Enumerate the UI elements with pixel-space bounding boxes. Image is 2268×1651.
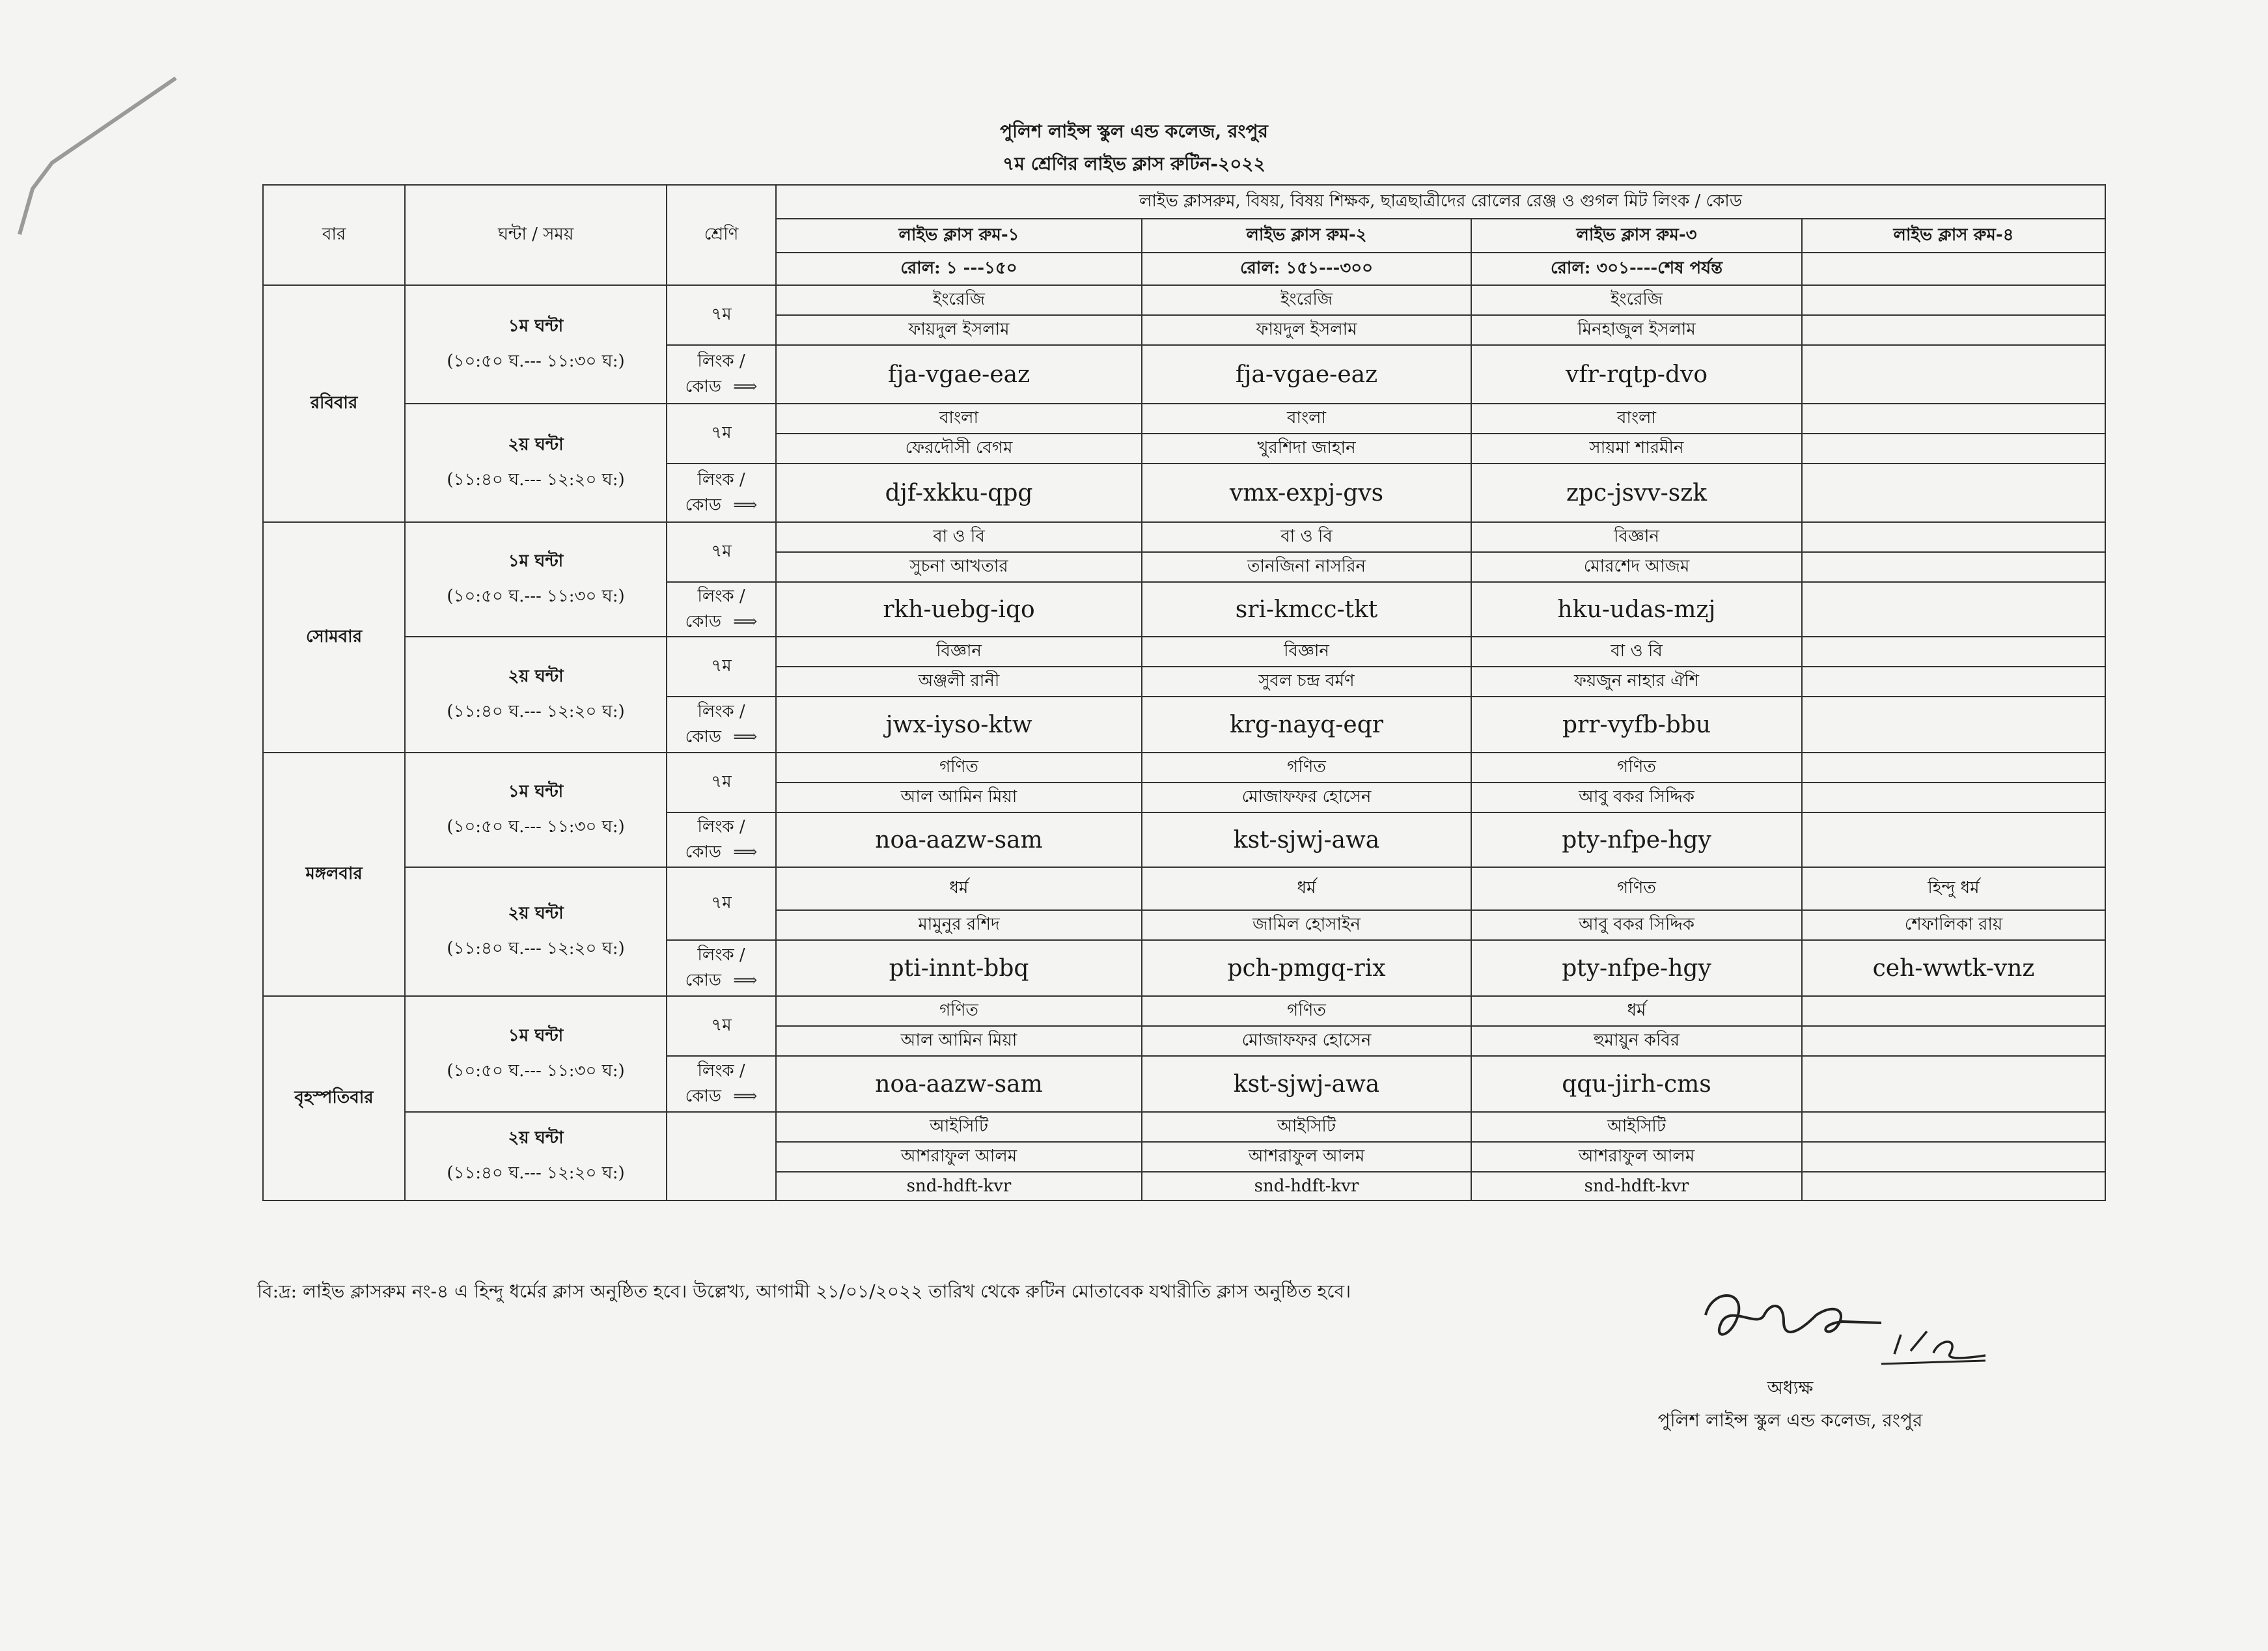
period-time: (১০:৫০ ঘ.--- ১১:৩০ ঘ:) <box>447 352 625 371</box>
period-time: (১০:৫০ ঘ.--- ১১:৩০ ঘ:) <box>447 587 625 606</box>
link-label-line2: কোড <box>685 842 722 862</box>
link-label-line1: লিংক / <box>697 1061 745 1081</box>
handwritten-signature <box>1686 1276 1992 1374</box>
meet-code-cell: jwx-iyso-ktw <box>776 697 1142 753</box>
subject-cell <box>1802 404 2105 434</box>
teacher-cell <box>1802 783 2105 812</box>
roll-range: রোল: ৩০১----শেষ পর্যন্ত <box>1471 253 1802 285</box>
room-header: লাইভ ক্লাস রুম-১ <box>776 219 1142 253</box>
teacher-cell: মিনহাজুল ইসলাম <box>1471 315 1802 345</box>
teacher-cell <box>1802 434 2105 464</box>
subject-cell: বা ও বি <box>776 522 1142 552</box>
subject-cell: ধর্ম <box>1471 996 1802 1026</box>
meet-code-cell: kst-sjwj-awa <box>1142 812 1471 867</box>
link-label-line2: কোড <box>685 727 722 747</box>
teacher-cell: শেফালিকা রায় <box>1802 910 2105 940</box>
meet-code-cell: pch-pmgq-rix <box>1142 940 1471 996</box>
subject-cell <box>1802 753 2105 783</box>
meet-code-cell: vmx-expj-gvs <box>1142 464 1471 522</box>
meet-code-cell: krg-nayq-eqr <box>1142 697 1471 753</box>
period-label: ১ম ঘন্টা <box>508 316 564 336</box>
subject-cell: গণিত <box>1142 753 1471 783</box>
period-label: ১ম ঘন্টা <box>508 551 564 571</box>
teacher-cell: আশরাফুল আলম <box>1471 1142 1802 1172</box>
day-name: বৃহস্পতিবার <box>263 996 405 1200</box>
link-label-line1: লিংক / <box>697 352 745 371</box>
class-cell: ৭ম <box>667 996 776 1056</box>
arrow-icon: ⟹ <box>733 727 758 747</box>
period-label: ১ম ঘন্টা <box>508 782 564 801</box>
subject-cell: বা ও বি <box>1142 522 1471 552</box>
subject-cell <box>1802 637 2105 667</box>
period-time: (১১:৪০ ঘ.--- ১২:২০ ঘ:) <box>447 470 625 490</box>
period-time: (১১:৪০ ঘ.--- ১২:২০ ঘ:) <box>447 1163 625 1183</box>
subject-cell: গণিত <box>776 996 1142 1026</box>
room-header: লাইভ ক্লাস রুম-৪ <box>1802 219 2105 253</box>
meet-code-cell <box>1802 582 2105 637</box>
signatory-school: পুলিশ লাইন্স স্কুল এন্ড কলেজ, রংপুর <box>1657 1409 1923 1431</box>
arrow-icon: ⟹ <box>733 842 758 862</box>
teacher-cell: মামুনুর রশিদ <box>776 910 1142 940</box>
class-cell: ৭ম <box>667 285 776 345</box>
signatory-title: অধ্যক্ষ <box>1767 1377 1814 1398</box>
footnote: বি:দ্র: লাইভ ক্লাসরুম নং-৪ এ হিন্দু ধর্মের ক্লাস অনুষ্ঠিত হবে। উল্লেখ্য, আগামী ২১/০১/২০২২ তারিখ থেকে রুটিন মোতাবেক যথারীতি ক্লাস অনুষ্ঠিত হবে। <box>257 1281 1351 1302</box>
link-label-line1: লিংক / <box>697 470 745 490</box>
day-name: রবিবার <box>263 285 405 522</box>
subject-cell: আইসিটি <box>776 1112 1142 1142</box>
meet-code-cell <box>1802 1172 2105 1200</box>
subject-cell: বিজ্ঞান <box>1142 637 1471 667</box>
period-cell <box>405 522 667 637</box>
period-cell <box>405 867 667 996</box>
period-label: ২য় ঘন্টা <box>508 667 564 686</box>
subject-cell: ইংরেজি <box>1471 285 1802 315</box>
subject-cell: বিজ্ঞান <box>1471 522 1802 552</box>
signature-block <box>1588 1276 1992 1439</box>
meet-code-cell <box>1802 1056 2105 1112</box>
link-label-line2: কোড <box>685 377 722 396</box>
period-label: ২য় ঘন্টা <box>508 904 564 923</box>
period-time: (১১:৪০ ঘ.--- ১২:২০ ঘ:) <box>447 939 625 958</box>
teacher-cell: তানজিনা নাসরিন <box>1142 552 1471 582</box>
teacher-cell: আবু বকর সিদ্দিক <box>1471 783 1802 812</box>
teacher-cell: জামিল হোসাইন <box>1142 910 1471 940</box>
teacher-cell: ফেরদৌসী বেগম <box>776 434 1142 464</box>
meet-code-cell: snd-hdft-kvr <box>776 1172 1142 1200</box>
period-label: ২য় ঘন্টা <box>508 435 564 454</box>
subject-cell: গণিত <box>1471 753 1802 783</box>
teacher-cell <box>1802 1026 2105 1056</box>
subject-cell: ইংরেজি <box>776 285 1142 315</box>
teacher-cell: আল আমিন মিয়া <box>776 783 1142 812</box>
teacher-cell: মোজাফফর হোসেন <box>1142 783 1471 812</box>
meet-code-cell <box>1802 464 2105 522</box>
teacher-cell: খুরশিদা জাহান <box>1142 434 1471 464</box>
teacher-cell <box>1802 315 2105 345</box>
meet-code-cell: zpc-jsvv-szk <box>1471 464 1802 522</box>
day-name: সোমবার <box>263 522 405 753</box>
teacher-cell: আবু বকর সিদ্দিক <box>1471 910 1802 940</box>
class-cell: ৭ম <box>667 522 776 582</box>
teacher-cell: আল আমিন মিয়া <box>776 1026 1142 1056</box>
meet-code-cell: pty-nfpe-hgy <box>1471 812 1802 867</box>
arrow-icon: ⟹ <box>733 971 758 990</box>
period-cell <box>405 404 667 522</box>
link-label-cell <box>667 812 776 867</box>
teacher-cell: ফয়জুন নাহার ঐশি <box>1471 667 1802 697</box>
class-cell <box>667 1112 776 1200</box>
teacher-cell: অঞ্জলী রানী <box>776 667 1142 697</box>
arrow-icon: ⟹ <box>733 612 758 631</box>
period-label: ২য় ঘন্টা <box>508 1128 564 1148</box>
link-label-line1: লিংক / <box>697 587 745 606</box>
subject-cell <box>1802 285 2105 315</box>
routine-title: ৭ম শ্রেণির লাইভ ক্লাস রুটিন-২০২২ <box>1003 153 1265 174</box>
link-label-cell <box>667 940 776 996</box>
period-cell <box>405 753 667 867</box>
roll-range <box>1802 253 2105 285</box>
teacher-cell: হুমায়ুন কবির <box>1471 1026 1802 1056</box>
link-label-line1: লিংক / <box>697 817 745 837</box>
class-cell: ৭ম <box>667 404 776 464</box>
roll-range: রোল: ১৫১---৩০০ <box>1142 253 1471 285</box>
meet-code-cell: pti-innt-bbq <box>776 940 1142 996</box>
link-label-line2: কোড <box>685 971 722 990</box>
link-label-cell <box>667 582 776 637</box>
meet-code-cell: djf-xkku-qpg <box>776 464 1142 522</box>
meet-code-cell: fja-vgae-eaz <box>776 345 1142 404</box>
period-time: (১১:৪০ ঘ.--- ১২:২০ ঘ:) <box>447 702 625 721</box>
col-header-period: ঘন্টা / সময় <box>405 185 667 285</box>
subject-cell: ধর্ম <box>776 867 1142 910</box>
class-cell: ৭ম <box>667 753 776 812</box>
link-label-cell <box>667 345 776 404</box>
period-cell <box>405 285 667 404</box>
subject-cell: গণিত <box>1471 867 1802 910</box>
meet-code-cell: hku-udas-mzj <box>1471 582 1802 637</box>
teacher-cell <box>1802 667 2105 697</box>
link-label-cell <box>667 697 776 753</box>
subject-cell: আইসিটি <box>1471 1112 1802 1142</box>
subject-cell: গণিত <box>1142 996 1471 1026</box>
teacher-cell: সুবল চন্দ্র বর্মণ <box>1142 667 1471 697</box>
teacher-cell <box>1802 1142 2105 1172</box>
teacher-cell: আশরাফুল আলম <box>1142 1142 1471 1172</box>
teacher-cell: সুচনা আখতার <box>776 552 1142 582</box>
school-name: পুলিশ লাইন্স স্কুল এন্ড কলেজ, রংপুর <box>1000 120 1268 142</box>
meet-code-cell: noa-aazw-sam <box>776 812 1142 867</box>
subject-cell: ধর্ম <box>1142 867 1471 910</box>
meet-code-cell: fja-vgae-eaz <box>1142 345 1471 404</box>
subject-cell: বা ও বি <box>1471 637 1802 667</box>
meet-code-cell: vfr-rqtp-dvo <box>1471 345 1802 404</box>
subject-cell: বাংলা <box>1471 404 1802 434</box>
meet-code-cell <box>1802 697 2105 753</box>
class-cell: ৭ম <box>667 637 776 697</box>
meet-code-cell <box>1802 345 2105 404</box>
subject-cell: হিন্দু ধর্ম <box>1802 867 2105 910</box>
routine-table <box>262 184 2106 1201</box>
period-cell <box>405 996 667 1112</box>
link-label-line1: লিংক / <box>697 945 745 965</box>
subject-cell: বাংলা <box>776 404 1142 434</box>
meet-code-cell: snd-hdft-kvr <box>1471 1172 1802 1200</box>
arrow-icon: ⟹ <box>733 495 758 515</box>
teacher-cell: সায়মা শারমীন <box>1471 434 1802 464</box>
meet-code-cell: noa-aazw-sam <box>776 1056 1142 1112</box>
meet-code-cell: kst-sjwj-awa <box>1142 1056 1471 1112</box>
subject-cell: বাংলা <box>1142 404 1471 434</box>
col-header-day: বার <box>263 185 405 285</box>
teacher-cell: মোরশেদ আজম <box>1471 552 1802 582</box>
period-cell <box>405 637 667 753</box>
meet-code-cell <box>1802 812 2105 867</box>
room-header: লাইভ ক্লাস রুম-২ <box>1142 219 1471 253</box>
period-cell <box>405 1112 667 1200</box>
arrow-icon: ⟹ <box>733 1087 758 1106</box>
period-time: (১০:৫০ ঘ.--- ১১:৩০ ঘ:) <box>447 817 625 837</box>
arrow-icon: ⟹ <box>733 377 758 396</box>
room-header: লাইভ ক্লাস রুম-৩ <box>1471 219 1802 253</box>
meet-code-cell: pty-nfpe-hgy <box>1471 940 1802 996</box>
meet-code-cell: qqu-jirh-cms <box>1471 1056 1802 1112</box>
class-cell: ৭ম <box>667 867 776 940</box>
roll-range: রোল: ১ ---১৫০ <box>776 253 1142 285</box>
teacher-cell: ফায়দুল ইসলাম <box>1142 315 1471 345</box>
link-label-cell <box>667 1056 776 1112</box>
meet-code-cell: sri-kmcc-tkt <box>1142 582 1471 637</box>
teacher-cell: মোজাফফর হোসেন <box>1142 1026 1471 1056</box>
subject-cell <box>1802 1112 2105 1142</box>
link-label-line2: কোড <box>685 612 722 631</box>
subject-cell <box>1802 522 2105 552</box>
meet-code-cell: rkh-uebg-iqo <box>776 582 1142 637</box>
col-header-class: শ্রেণি <box>667 185 776 285</box>
link-label-line2: কোড <box>685 1087 722 1106</box>
link-label-line1: লিংক / <box>697 702 745 721</box>
link-label-cell <box>667 464 776 522</box>
teacher-cell <box>1802 552 2105 582</box>
teacher-cell: আশরাফুল আলম <box>776 1142 1142 1172</box>
period-time: (১০:৫০ ঘ.--- ১১:৩০ ঘ:) <box>447 1061 625 1081</box>
subject-cell: ইংরেজি <box>1142 285 1471 315</box>
subject-cell: বিজ্ঞান <box>776 637 1142 667</box>
meet-code-cell: ceh-wwtk-vnz <box>1802 940 2105 996</box>
link-label-line2: কোড <box>685 495 722 515</box>
col-header-span: লাইভ ক্লাসরুম, বিষয়, বিষয় শিক্ষক, ছাত্রছাত্রীদের রোলের রেঞ্জ ও গুগল মিট লিংক / কোড <box>776 185 2105 219</box>
meet-code-cell: prr-vyfb-bbu <box>1471 697 1802 753</box>
meet-code-cell: snd-hdft-kvr <box>1142 1172 1471 1200</box>
subject-cell: আইসিটি <box>1142 1112 1471 1142</box>
subject-cell <box>1802 996 2105 1026</box>
day-name: মঙ্গলবার <box>263 753 405 996</box>
period-label: ১ম ঘন্টা <box>508 1026 564 1046</box>
subject-cell: গণিত <box>776 753 1142 783</box>
teacher-cell: ফায়দুল ইসলাম <box>776 315 1142 345</box>
